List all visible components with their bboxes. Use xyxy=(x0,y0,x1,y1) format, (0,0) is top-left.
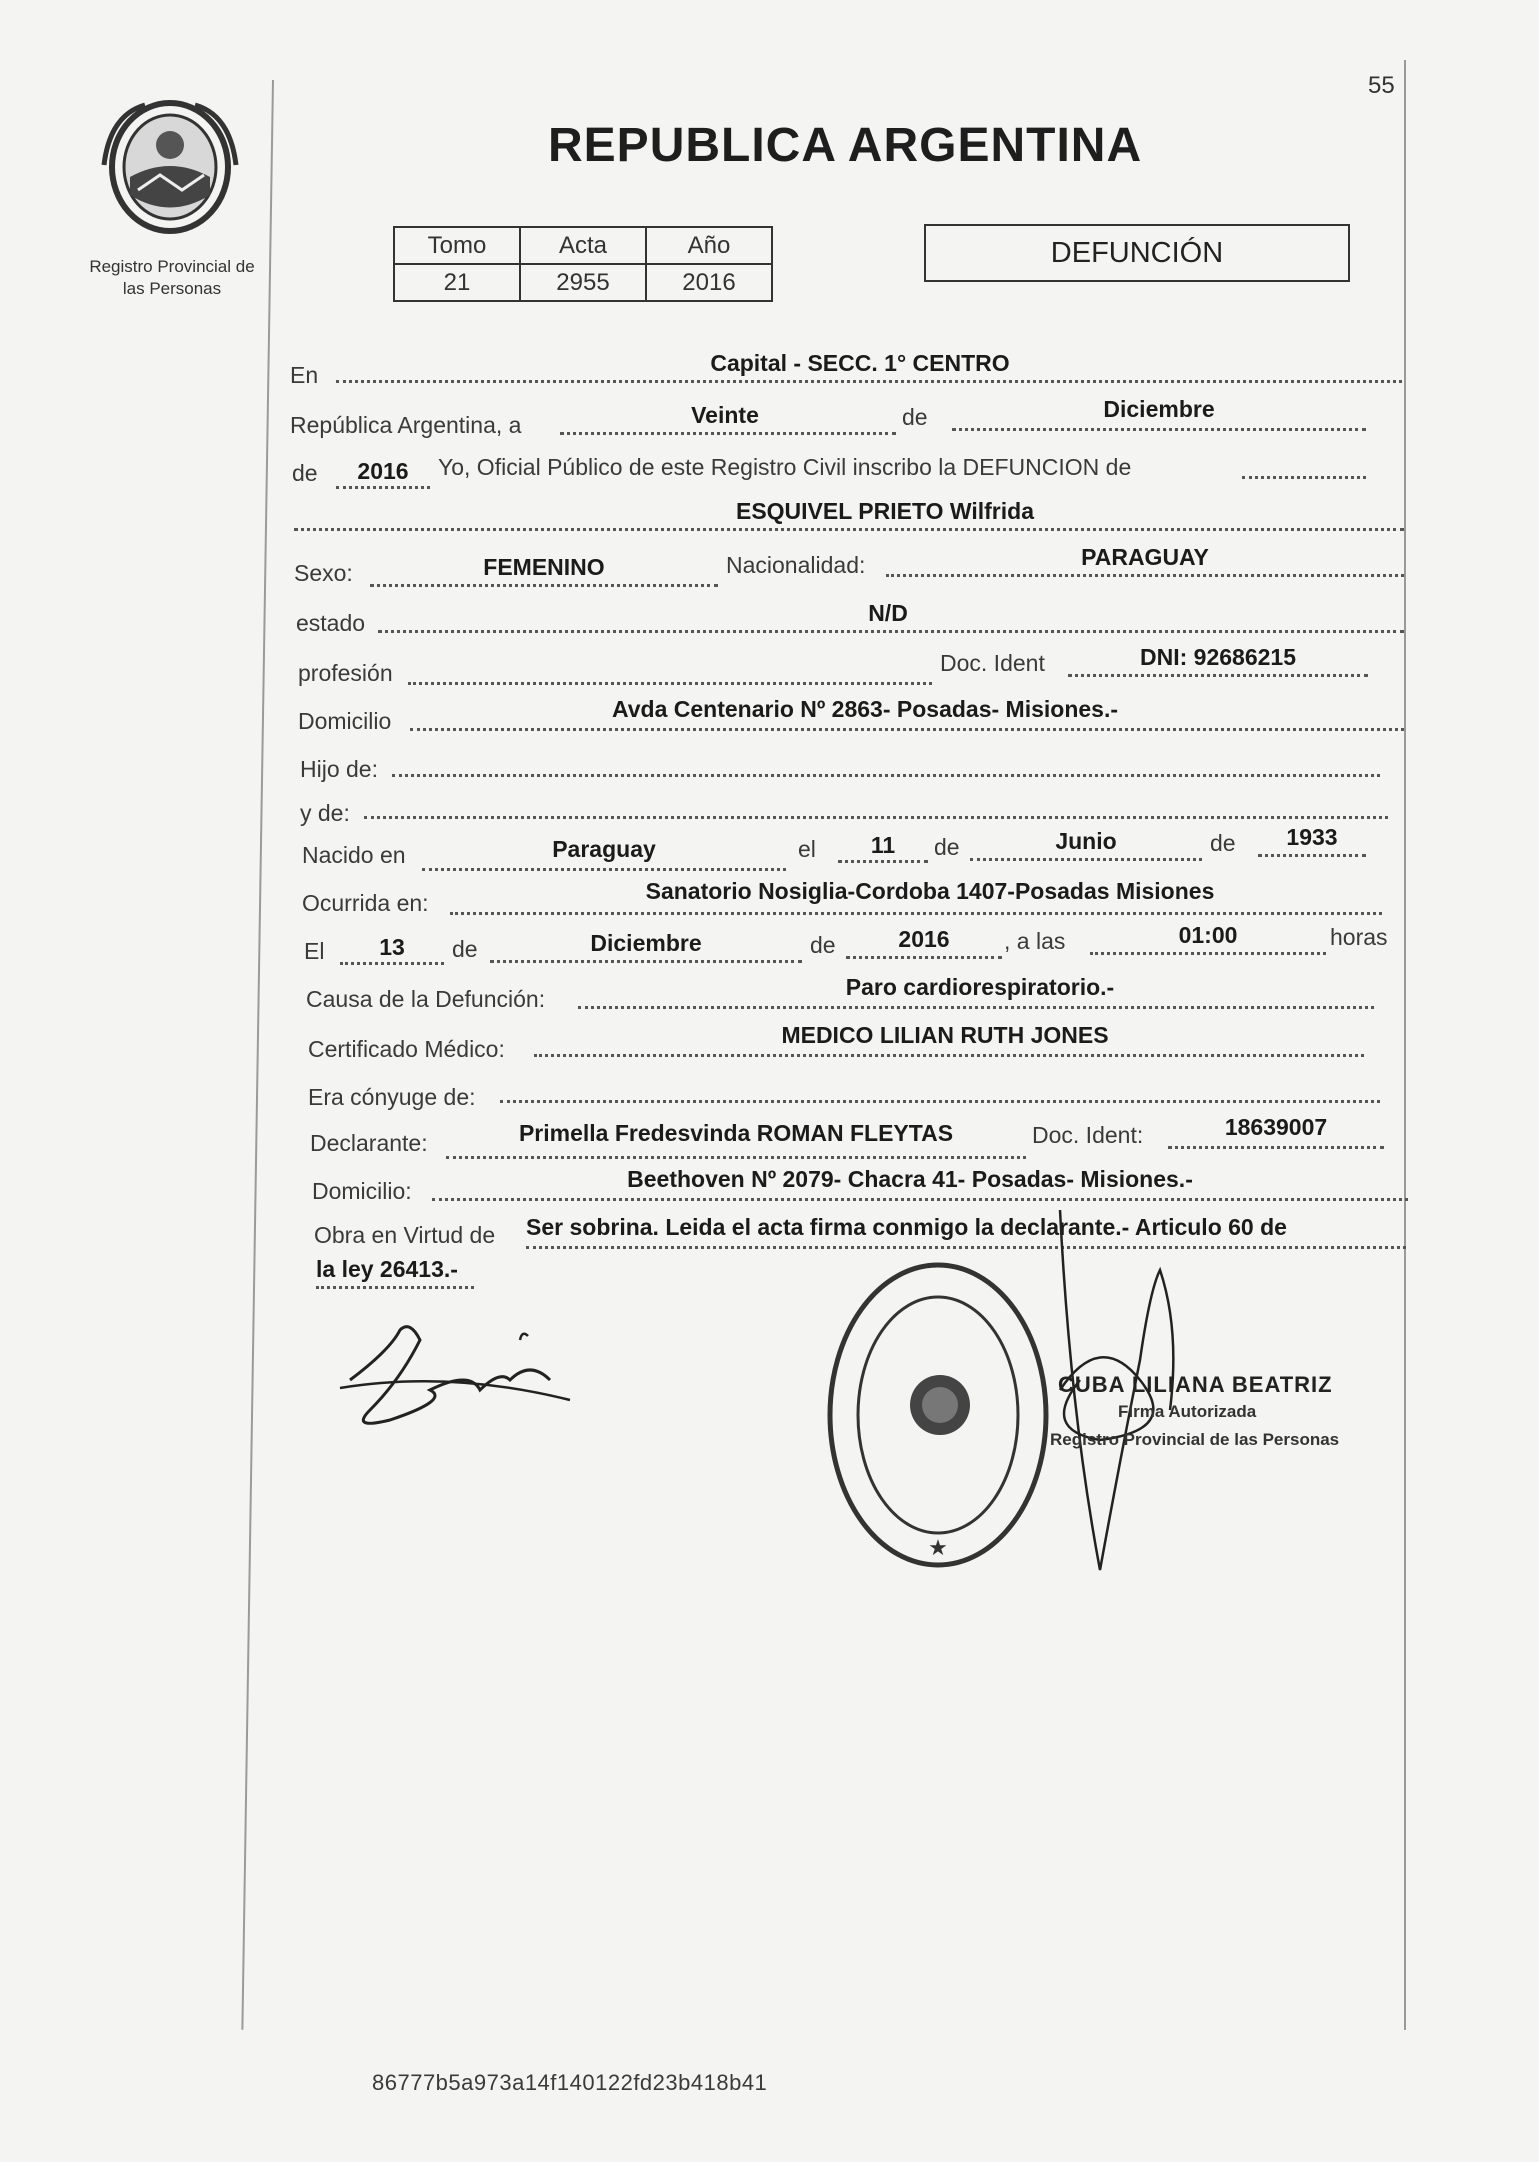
cell-tomo: 21 xyxy=(394,264,520,301)
registry-label: Registro Provincial de las Personas xyxy=(89,257,255,298)
field-def-dia: 13 xyxy=(379,934,405,960)
field-declarante-doc: 18639007 xyxy=(1224,1114,1328,1140)
fill-line xyxy=(432,1198,1408,1201)
provincial-coat-of-arms xyxy=(100,95,240,240)
fill-line xyxy=(970,858,1202,861)
fill-line xyxy=(294,528,1404,531)
field-lugar: Capital - SECC. 1° CENTRO xyxy=(710,350,1010,376)
field-dia-letras: Veinte xyxy=(691,402,759,428)
fill-line xyxy=(316,1286,474,1289)
fill-line xyxy=(560,432,896,435)
label-de-mes: de xyxy=(934,834,960,860)
field-estado: N/D xyxy=(868,600,908,626)
label-el: el xyxy=(798,836,816,862)
field-nac-mes: Junio xyxy=(1055,828,1117,854)
fill-line xyxy=(370,584,718,587)
field-nac-anio: 1933 xyxy=(1286,824,1338,850)
table-row xyxy=(394,264,772,301)
field-certificado: MEDICO LILIAN RUTH JONES xyxy=(781,1022,1109,1048)
fill-line xyxy=(422,868,786,871)
label-domicilio: Domicilio xyxy=(298,708,392,734)
field-causa: Paro cardiorespiratorio.- xyxy=(845,974,1115,1000)
label-causa: Causa de la Defunción: xyxy=(306,986,546,1012)
field-ocurrida-en: Sanatorio Nosiglia-Cordoba 1407-Posadas Misiones xyxy=(645,878,1215,904)
fill-line xyxy=(392,774,1380,777)
label-sexo: Sexo: xyxy=(294,560,353,586)
page-title: REPUBLICA ARGENTINA xyxy=(548,119,1143,172)
header-acta: Acta xyxy=(520,227,646,264)
table-header-row xyxy=(394,227,772,264)
record-table xyxy=(393,226,773,302)
document-hash: 86777b5a973a14f140122fd23b418b41 xyxy=(372,2070,768,2095)
fill-line xyxy=(578,1006,1374,1009)
right-margin-line xyxy=(1404,60,1406,2030)
label-de-def: de xyxy=(452,936,478,962)
cell-anio: 2016 xyxy=(646,264,772,301)
fill-line xyxy=(378,630,1404,633)
label-obra-en-virtud: Obra en Virtud de xyxy=(314,1222,496,1248)
label-republica: República Argentina, a xyxy=(290,412,522,438)
label-de: de xyxy=(902,404,928,430)
signer-name: CUBA LILIANA BEATRIZ xyxy=(1058,1372,1333,1397)
fill-line xyxy=(446,1156,1026,1159)
field-domicilio: Avda Centenario Nº 2863- Posadas- Misiones.- xyxy=(611,696,1119,722)
field-nac-dia: 11 xyxy=(870,832,896,858)
fill-line xyxy=(1068,674,1368,677)
signer-role: Firma Autorizada xyxy=(1118,1402,1257,1421)
left-margin-line xyxy=(241,80,274,2030)
field-mes: Diciembre xyxy=(1103,396,1215,422)
label-conyuge: Era cónyuge de: xyxy=(308,1084,476,1110)
fill-line xyxy=(1258,854,1366,857)
field-def-mes: Diciembre xyxy=(590,930,702,956)
label-profesion: profesión xyxy=(298,660,393,686)
label-y-de: y de: xyxy=(300,800,350,826)
act-type-box: DEFUNCIÓN xyxy=(924,224,1350,282)
official-stamp xyxy=(820,1255,1050,1575)
field-doc-ident: DNI: 92686215 xyxy=(1140,644,1296,670)
label-el-cap: El xyxy=(304,938,325,964)
label-nacido-en: Nacido en xyxy=(302,842,406,868)
fill-line xyxy=(1090,952,1326,955)
fill-line xyxy=(410,728,1404,731)
field-declarante: Primella Fredesvinda ROMAN FLEYTAS xyxy=(518,1120,954,1146)
fill-line xyxy=(886,574,1404,577)
fill-line xyxy=(500,1100,1380,1103)
fill-line xyxy=(408,682,932,685)
fill-line xyxy=(450,912,1382,915)
label-yo-oficial: Yo, Oficial Público de este Registro Civil inscribo la DEFUNCION de xyxy=(438,454,1132,480)
fill-line xyxy=(846,956,1002,959)
field-obra-line1: Ser sobrina. Leida el acta firma conmigo la declarante.- Articulo 60 de xyxy=(526,1214,1287,1240)
fill-line xyxy=(838,860,928,863)
field-nacido-en: Paraguay xyxy=(552,836,656,862)
fill-line xyxy=(364,816,1388,819)
header-anio: Año xyxy=(646,227,772,264)
header-tomo: Tomo xyxy=(394,227,520,264)
label-doc-ident: Doc. Ident xyxy=(940,650,1045,676)
declarant-signature xyxy=(330,1310,590,1450)
svg-text:★: ★ xyxy=(928,1536,948,1561)
fill-line xyxy=(1168,1146,1384,1149)
fill-line xyxy=(490,960,802,963)
label-estado: estado xyxy=(296,610,366,636)
fill-line xyxy=(534,1054,1364,1057)
fill-line xyxy=(1242,476,1366,479)
field-anio: 2016 xyxy=(357,458,409,484)
field-nacionalidad: PARAGUAY xyxy=(1081,544,1209,570)
field-obra-line2: la ley 26413.- xyxy=(316,1256,458,1282)
label-declarante: Declarante: xyxy=(310,1130,428,1156)
field-declarante-domicilio: Beethoven Nº 2079- Chacra 41- Posadas- Misiones.- xyxy=(627,1166,1193,1192)
fill-line xyxy=(526,1246,1406,1249)
cell-acta: 2955 xyxy=(520,264,646,301)
field-def-hora: 01:00 xyxy=(1178,922,1238,948)
signer-office: Registro Provincial de las Personas xyxy=(1050,1430,1340,1449)
label-a-las: , a las xyxy=(1004,928,1066,954)
label-nacionalidad: Nacionalidad: xyxy=(726,552,866,578)
field-sexo: FEMENINO xyxy=(483,554,605,580)
label-certificado: Certificado Médico: xyxy=(308,1036,505,1062)
label-horas: horas xyxy=(1330,924,1388,950)
field-def-anio: 2016 xyxy=(898,926,950,952)
label-de-def2: de xyxy=(810,932,836,958)
label-doc-ident2: Doc. Ident: xyxy=(1032,1122,1144,1148)
field-nombre: ESQUIVEL PRIETO Wilfrida xyxy=(735,498,1034,524)
fill-line xyxy=(336,380,1402,383)
fill-line xyxy=(336,486,430,489)
label-de-anio2: de xyxy=(1210,830,1236,856)
label-hijo-de: Hijo de: xyxy=(300,756,378,782)
page-number: 55 xyxy=(1368,72,1395,99)
fill-line xyxy=(952,428,1366,431)
fill-line xyxy=(340,962,444,965)
label-domicilio2: Domicilio: xyxy=(312,1178,412,1204)
label-de-anio: de xyxy=(292,460,318,486)
label-en: En xyxy=(290,362,319,388)
label-ocurrida-en: Ocurrida en: xyxy=(302,890,429,916)
